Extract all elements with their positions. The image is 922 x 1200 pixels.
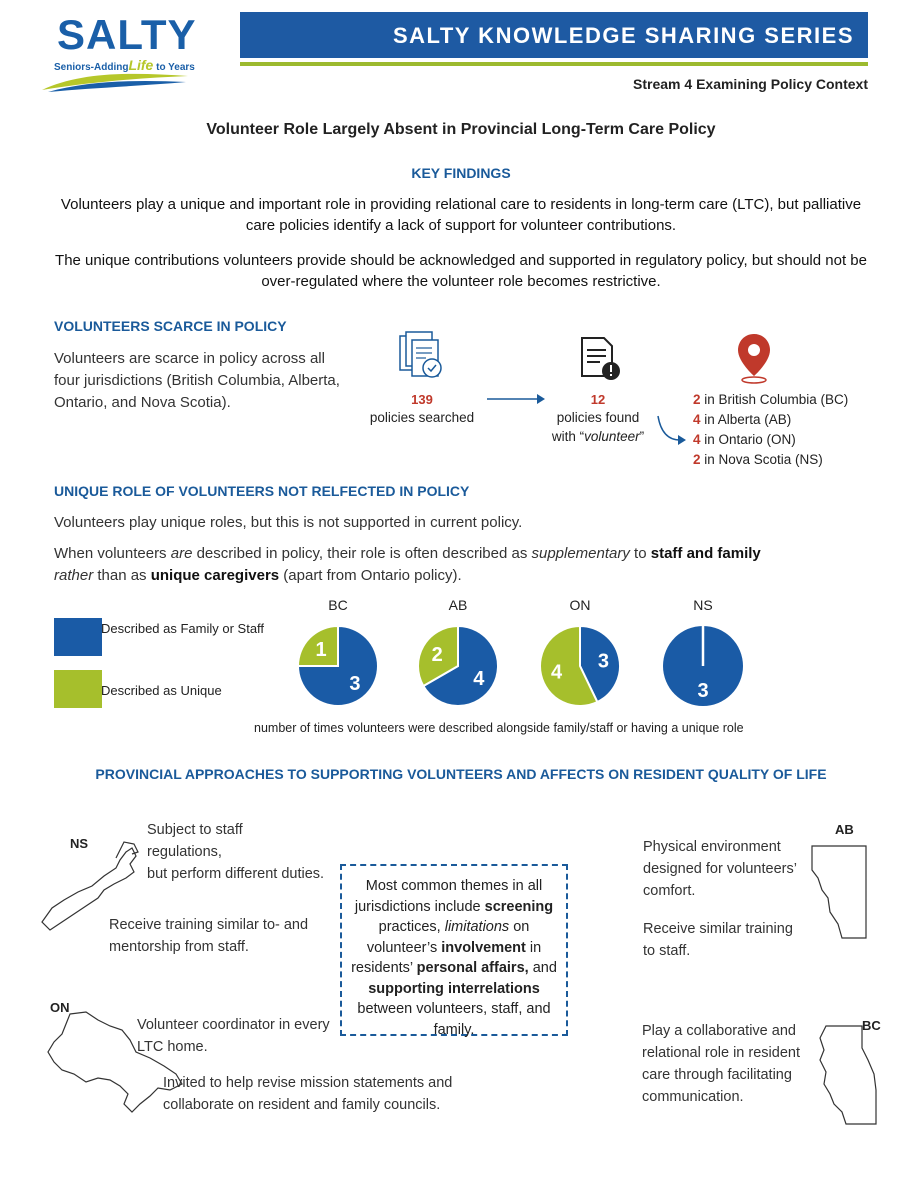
jurisdiction-list xyxy=(693,390,848,470)
on-note-2: Invited to help revise mission statements and collaborate on resident and family councils. xyxy=(163,1075,453,1113)
documents-search-icon xyxy=(398,330,446,382)
jurisdiction-on-label: in Ontario (ON) xyxy=(700,432,796,447)
searched-label: policies searched xyxy=(369,410,475,425)
ab-note-1: Physical environment designed for volunteers’ comfort. xyxy=(643,839,797,899)
jurisdiction-ab-label: in Alberta (AB) xyxy=(700,412,792,427)
document-alert-icon xyxy=(578,336,622,382)
jurisdiction-on xyxy=(693,430,848,450)
u-g: rather xyxy=(54,567,94,584)
bc-map-label: BC xyxy=(862,1018,881,1033)
ns-note-2: but perform different duties. xyxy=(147,866,325,882)
on-map-label: ON xyxy=(50,1000,70,1015)
ns-note-1: Subject to staff regulations, xyxy=(147,822,243,860)
u-i: unique caregivers xyxy=(150,567,280,584)
ns-note-3: Receive training similar to- and mentorship from staff. xyxy=(109,917,309,955)
legend-label-unique: Described as Unique xyxy=(101,683,222,698)
ct-1: Most common themes in all jurisdictions include xyxy=(354,878,543,915)
ct-9: and xyxy=(528,960,557,976)
logo-wordmark: SALTY xyxy=(57,11,197,58)
key-finding-1: Volunteers play a unique and important role in providing relational care to residents in long-term care (LTC), but palliative care policies identify a lack of support for volunteer contributions. xyxy=(60,196,862,234)
pie-charts xyxy=(280,590,820,720)
ct-8: personal affairs, xyxy=(416,960,529,976)
found-label: policies found xyxy=(556,410,640,425)
pie-value-bc-family: 3 xyxy=(349,672,361,695)
jurisdiction-ns-count: 2 xyxy=(693,452,701,467)
ct-3: practices, xyxy=(378,919,445,935)
found-label-pre: with “ xyxy=(551,429,585,444)
page-title: Volunteer Role Largely Absent in Provincial Long-Term Care Policy xyxy=(206,121,716,138)
u-e: to xyxy=(629,545,651,562)
ct-2: screening xyxy=(484,898,554,915)
jurisdiction-bc xyxy=(693,390,848,410)
pie-title-ab: AB xyxy=(448,597,468,613)
logo-tag-life: Life xyxy=(128,57,154,73)
pie-value-ab-family: 4 xyxy=(473,668,485,690)
ab-map-label: AB xyxy=(835,822,854,837)
ct-10: supporting interrelations xyxy=(368,980,540,997)
logo-tag-pre: Seniors-Adding xyxy=(54,62,129,73)
found-label-em: volunteer xyxy=(584,429,640,444)
jurisdiction-ns xyxy=(693,450,848,470)
u-j: (apart from Ontario policy). xyxy=(279,567,462,584)
logo-swoosh-icon xyxy=(40,70,190,94)
found-label-post: ” xyxy=(639,429,645,444)
ns-map-label: NS xyxy=(70,836,89,851)
jurisdiction-bc-count: 2 xyxy=(693,392,701,407)
ct-7: in residents’ xyxy=(351,939,542,976)
pie-title-ns: NS xyxy=(693,597,713,613)
u-a: When volunteers xyxy=(54,545,171,562)
jurisdiction-ab-count: 4 xyxy=(693,412,701,427)
common-themes-box xyxy=(340,864,568,1036)
banner-underline xyxy=(240,62,868,66)
jurisdiction-on-count: 4 xyxy=(693,432,701,447)
arrow-right-icon xyxy=(487,392,547,406)
legend-swatch-unique xyxy=(54,670,102,708)
ct-5: on volunteer’s xyxy=(366,919,530,956)
arrow-diagonal-icon xyxy=(656,414,690,448)
u-c: described in policy, their role is often described as xyxy=(192,545,532,562)
pie-title-on: ON xyxy=(569,597,591,613)
pie-caption: number of times volunteers were described alongside family/staff or having a unique role xyxy=(254,721,744,735)
found-count: 12 xyxy=(590,392,606,407)
u-d: supplementary xyxy=(531,545,630,562)
pie-value-ab-unique: 2 xyxy=(431,644,443,666)
pie-value-ns-family: 3 xyxy=(697,680,709,702)
ct-6: involvement xyxy=(441,939,526,956)
jurisdiction-bc-label: in British Columbia (BC) xyxy=(700,392,849,407)
searched-count: 139 xyxy=(411,392,433,407)
u-h: than as xyxy=(93,567,151,584)
unique-heading: UNIQUE ROLE OF VOLUNTEERS NOT RELFECTED IN POLICY xyxy=(54,483,470,499)
found-label-volunteer xyxy=(533,428,663,446)
ab-note-2: Receive similar training to staff. xyxy=(643,921,793,959)
logo-tag-post: to Years xyxy=(156,62,195,73)
legend-swatch-family xyxy=(54,618,102,656)
pie-title-bc: BC xyxy=(328,597,348,613)
series-banner: SALTY KNOWLEDGE SHARING SERIES xyxy=(240,12,868,58)
bc-note-1: Play a collaborative and relational role in resident care through facilitating communication. xyxy=(642,1023,800,1105)
on-note-1: Volunteer coordinator in every LTC home. xyxy=(137,1017,330,1055)
scarce-text: Volunteers are scarce in policy across all four jurisdictions (British Columbia, Alberta, Ontario, and Nova Scotia). xyxy=(54,350,340,411)
pie-value-on-unique: 4 xyxy=(551,661,563,684)
key-findings-heading: KEY FINDINGS xyxy=(411,165,511,181)
jurisdiction-ns-label: in Nova Scotia (NS) xyxy=(700,452,823,467)
key-finding-2: The unique contributions volunteers provide should be acknowledged and supported in regulatory policy, but should not be over-regulated where the volunteer role becomes restrictive. xyxy=(55,252,867,290)
stream-label: Stream 4 Examining Policy Context xyxy=(633,76,868,92)
unique-text-2 xyxy=(54,543,854,587)
unique-text-1: Volunteers play unique roles, but this is not supported in current policy. xyxy=(54,514,523,531)
scarce-heading: VOLUNTEERS SCARCE IN POLICY xyxy=(54,318,287,334)
location-pin-icon xyxy=(734,332,774,386)
u-f: staff and family xyxy=(650,545,761,562)
pie-value-on-family: 3 xyxy=(597,650,609,673)
pie-value-bc-unique: 1 xyxy=(315,639,327,662)
provincial-heading: PROVINCIAL APPROACHES TO SUPPORTING VOLUNTEERS AND AFFECTS ON RESIDENT QUALITY OF LIFE xyxy=(95,766,827,782)
jurisdiction-ab xyxy=(693,410,848,430)
ct-11: between volunteers, staff, and family. xyxy=(357,1001,551,1038)
ct-4: limitations xyxy=(444,919,510,935)
u-b: are xyxy=(170,545,193,562)
legend-label-family: Described as Family or Staff xyxy=(101,621,265,636)
